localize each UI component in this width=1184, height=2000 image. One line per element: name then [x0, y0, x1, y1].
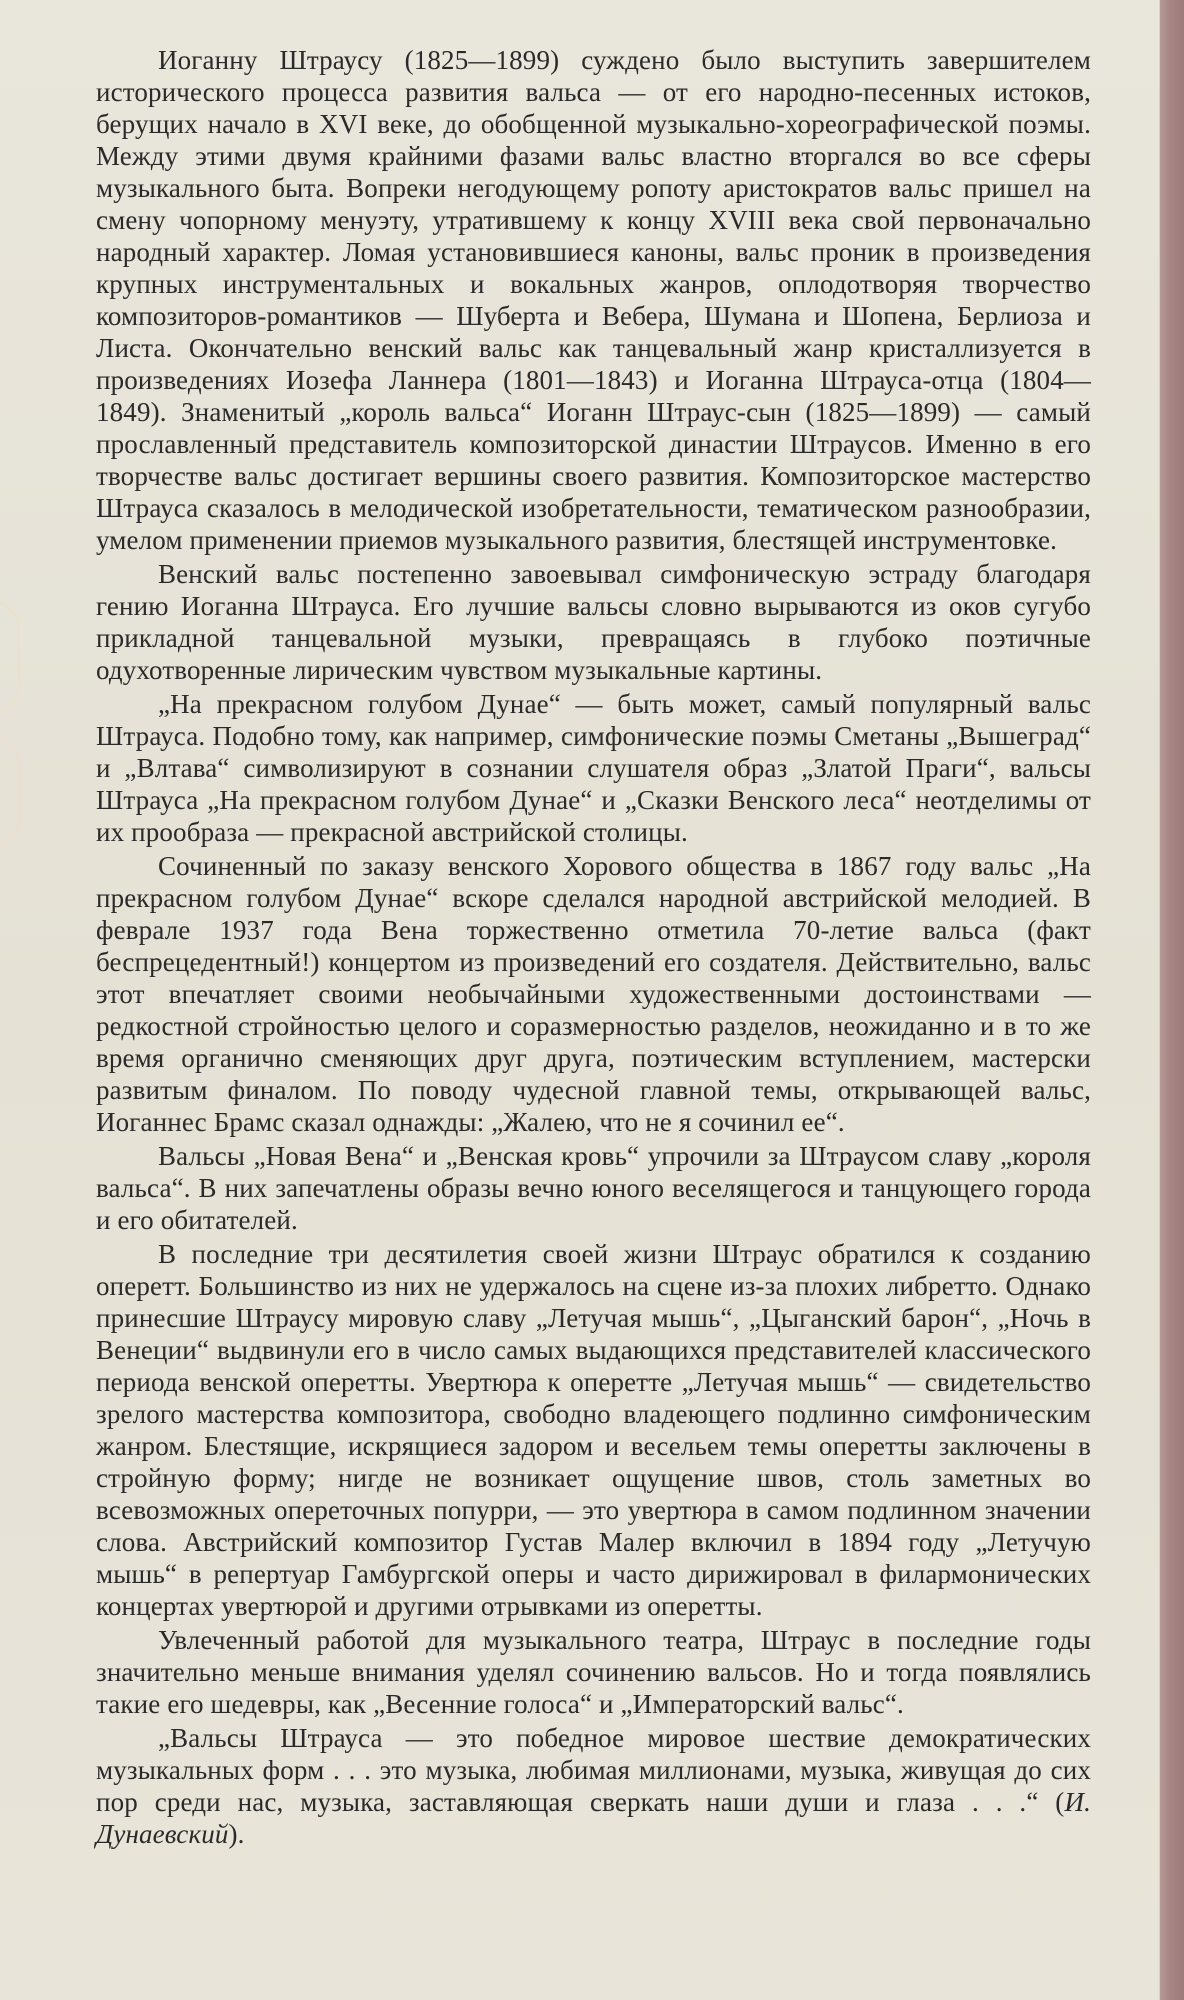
quote-closing: ). — [228, 1819, 245, 1849]
paragraph-choral-society: Сочиненный по заказу венского Хорового общества в 1867 году вальс „На прекрасном голубом Дунае“ вскоре сделался народной австрийской мелодией. В феврале 1937 года Вена торжественно отметила 70-летие вальса (факт беспрецедентный!) концертом из произведений его создателя. Действительно, вальс этот впечатляет своими необычайными художественными достоинствами — редкостной стройностью целого и соразмерностью разделов, неожиданно и в то же время органично сменяющих друг друга, поэтическим вступлением, мастерски развитым финалом. По поводу чудесной главной темы, открывающей вальс, Иоганнес Брамс сказал однажды: „Жалею, что не я сочинил ее“. — [96, 851, 1091, 1137]
article-body — [96, 44, 1091, 1852]
quote-text: „Вальсы Штрауса — это победное мировое шествие демократических музыкальных форм . . . это музыка, любимая миллионами, музыка, живущая до сих пор среди нас, музыка, заставляющая сверкать наши души и глаза . . .“ ( — [96, 1723, 1091, 1817]
closing-quote — [96, 1722, 1091, 1850]
paragraph-operettas: В последние три десятилетия своей жизни Штраус обратился к созданию оперетт. Большинство из них не удержалось на сцене из-за плохих либретто. Однако принесшие Штраусу мировую славу „Летучая мышь“, „Цыганский барон“, „Ночь в Венеции“ выдвинули его в число самых выдающихся представителей классического периода венской оперетты. Увертюра к оперетте „Летучая мышь“ — свидетельство зрелого мастерства композитора, свободно владеющего подлинно симфоническим жанром. Блестящие, искрящиеся задором и весельем темы оперетты заключены в стройную форму; нигде не возникает ощущение швов, столь заметных во всевозможных опереточных попурри, — это увертюра в самом подлинном значении слова. Австрийский композитор Густав Малер включил в 1894 году „Летучую мышь“ в репертуар Гамбургской оперы и часто дирижировал в филармонических концертах увертюрой и другими отрывками из оперетты. — [96, 1239, 1091, 1621]
paragraph-late-years: Увлеченный работой для музыкального театра, Штраус в последние годы значительно меньше внимания уделял сочинению вальсов. Но и тогда появлялись такие его шедевры, как „Весенние голоса“ и „Императорский вальс“. — [96, 1625, 1091, 1719]
paragraph-new-vienna: Вальсы „Новая Вена“ и „Венская кровь“ упрочили за Штраусом славу „короля вальса“. В них запечатлены образы вечно юного веселящегося и танцующего города и его обитателей. — [96, 1141, 1091, 1235]
quote-author: И. Дунаевский — [96, 1787, 1091, 1849]
paragraph-intro: Иоганну Штраусу (1825—1899) суждено было выступить завершителем исторического процесса развития вальса — от его народно-песенных истоков, берущих начало в XVI веке, до обобщенной музыкально-хореографической поэмы. Между этими двумя крайними фазами вальс властно вторгался во все сферы музыкального быта. Вопреки негодующему ропоту аристократов вальс пришел на смену чопорному менуэту, утратившему к концу XVIII века свой первоначально народный характер. Ломая установившиеся каноны, вальс проник в произведения крупных инструментальных и вокальных жанров, оплодотворяя творчество композиторов-романтиков — Шуберта и Вебера, Шумана и Шопена, Берлиоза и Листа. Окончательно венский вальс как танцевальный жанр кристаллизуется в произведениях Иозефа Ланнера (1801—1843) и Иоганна Штрауса-отца (1804—1849). Знаменитый „король вальса“ Иоганн Штраус-сын (1825—1899) — самый прославленный представитель композиторской династии Штраусов. Именно в его творчестве вальс достигает вершины своего развития. Композиторское мастерство Штрауса сказалось в мелодической изобретательности, тематическом разнообразии, умелом применении приемов музыкального развития, блестящей инструментовке. — [96, 45, 1091, 555]
edge-decoration — [0, 600, 20, 714]
cover-spine — [1159, 0, 1184, 2000]
edge-decoration — [0, 735, 20, 849]
paragraph-symphonic: Венский вальс постепенно завоевывал симфоническую эстраду благодаря гению Иоганна Штрауса. Его лучшие вальсы словно вырываются из оков сугубо прикладной танцевальной музыки, превращаясь в глубоко поэтичные одухотворенные лирическим чувством музыкальные картины. — [96, 559, 1091, 685]
paragraph-danube: „На прекрасном голубом Дунае“ — быть может, самый популярный вальс Штрауса. Подобно тому, как например, симфонические поэмы Сметаны „Вышеград“ и „Влтава“ символизируют в сознании слушателя образ „Златой Праги“, вальсы Штрауса „На прекрасном голубом Дунае“ и „Сказки Венского леса“ неотделимы от их прообраза — прекрасной австрийской столицы. — [96, 689, 1091, 847]
